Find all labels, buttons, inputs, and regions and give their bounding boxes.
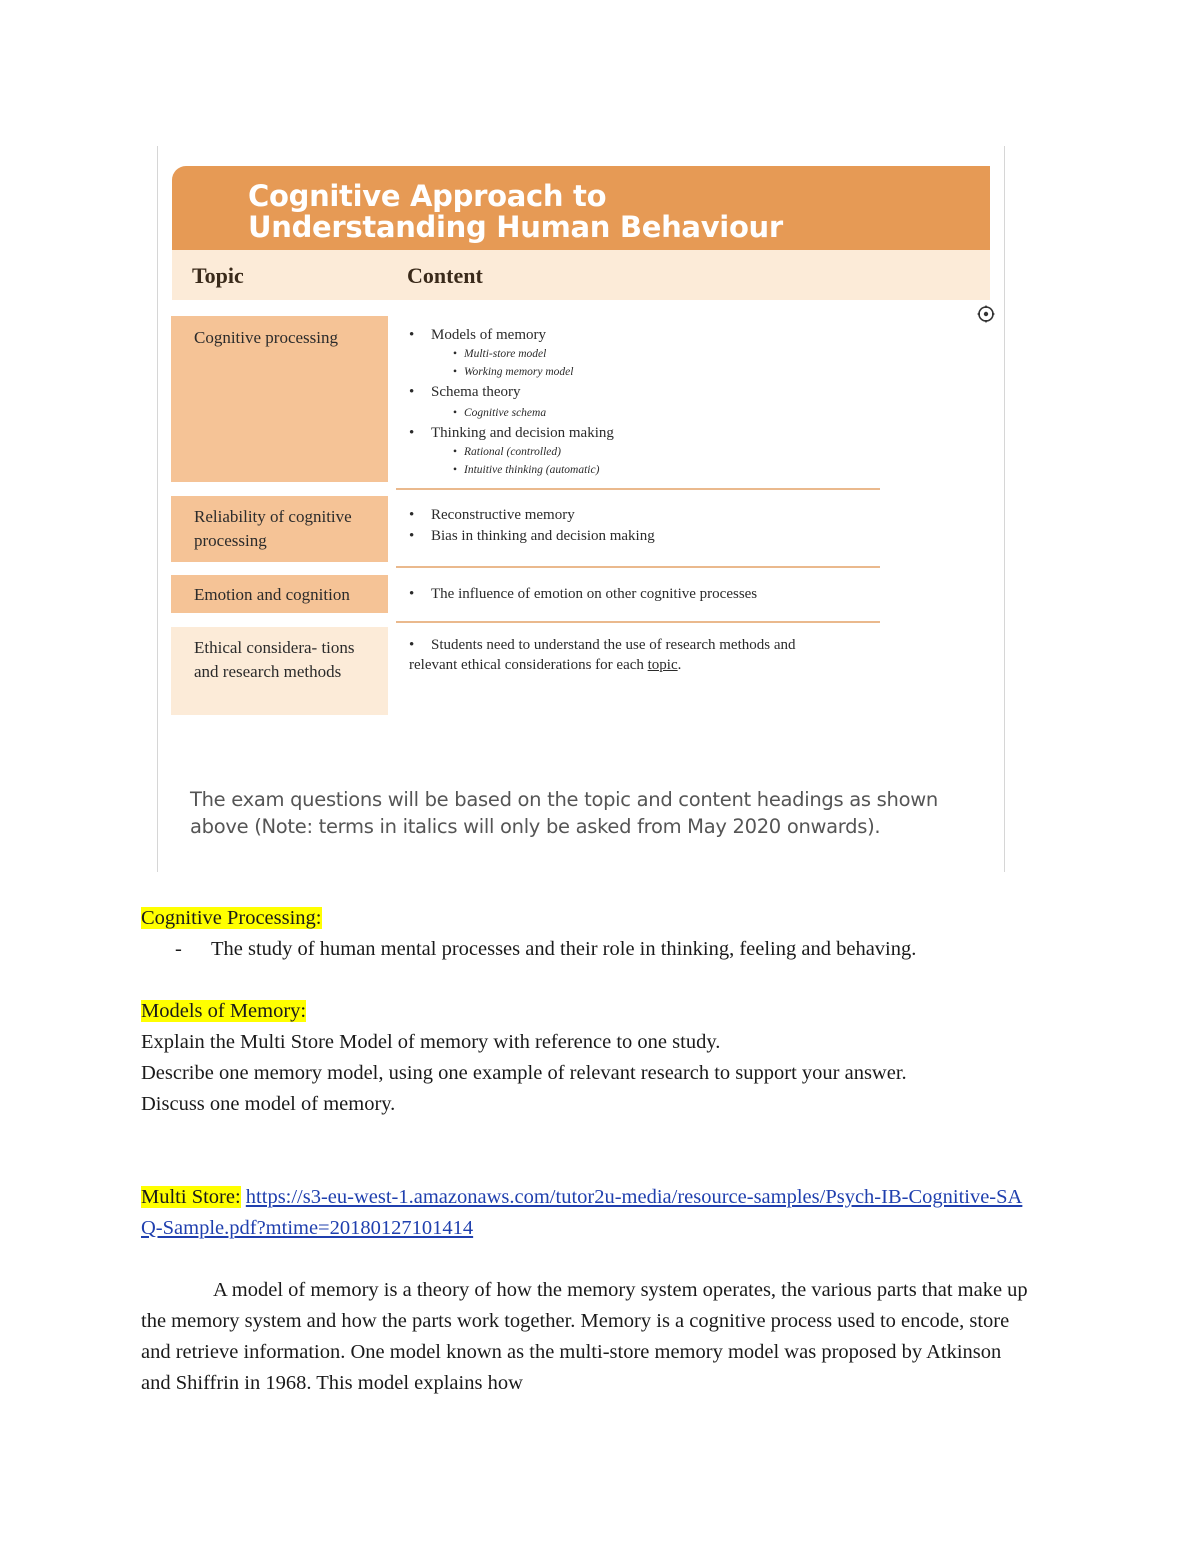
definition-text: The study of human mental processes and their role in thinking, feeling and behaving. bbox=[211, 938, 917, 960]
question-text: Describe one memory model, using one example of relevant research to support your answer. bbox=[141, 1062, 907, 1084]
banner-title-line-1: Cognitive Approach to bbox=[248, 179, 607, 213]
table-header-row bbox=[172, 250, 990, 300]
list-item-continuation bbox=[396, 655, 880, 675]
header-topic: Topic bbox=[192, 263, 244, 288]
body-paragraph bbox=[141, 1275, 1031, 1399]
list-item: • Rational (controlled) bbox=[396, 443, 880, 461]
definition-item bbox=[175, 934, 916, 965]
paragraph-text: A model of memory is a theory of how the memory system operates, the various parts that make up the memory system and how the parts work together. Memory is a cognitive process used to encode, store and retrieve information. One model known as the multi-store memory model was proposed by Atkinson and Shiffrin in 1968. This model explains how bbox=[141, 1279, 1028, 1394]
highlighted-heading: Cognitive Processing: bbox=[141, 907, 322, 929]
reference-link[interactable]: https://s3-eu-west-1.amazonaws.com/tutor2u-media/resource-samples/Psych-IB-Cognitive-SAQ-Sample.pdf?mtime=20180127101414 bbox=[141, 1186, 1023, 1239]
text: . bbox=[677, 657, 682, 673]
highlighted-heading: Models of Memory: bbox=[141, 1000, 307, 1022]
figure-banner bbox=[172, 166, 990, 250]
section-heading bbox=[141, 903, 322, 934]
content-cell bbox=[396, 326, 880, 479]
question-list bbox=[141, 1027, 1021, 1120]
list-item: • Reconstructive memory bbox=[396, 506, 880, 525]
banner-title-line-2: Understanding Human Behaviour bbox=[248, 210, 783, 244]
list-item: • Schema theory bbox=[396, 383, 880, 402]
list-item: • Working memory model bbox=[396, 363, 880, 381]
topic-cell: Reliability of cognitive processing bbox=[171, 496, 388, 562]
list-item: • Bias in thinking and decision making bbox=[396, 527, 880, 546]
question-text: Discuss one model of memory. bbox=[141, 1093, 396, 1115]
list-item: • Cognitive schema bbox=[396, 404, 880, 422]
row-divider bbox=[396, 566, 880, 568]
question-text: Explain the Multi Store Model of memory with reference to one study. bbox=[141, 1031, 721, 1053]
row-divider bbox=[396, 488, 880, 490]
highlighted-heading: Multi Store: bbox=[141, 1186, 241, 1208]
list-item: • Students need to understand the use of research methods and bbox=[396, 636, 880, 655]
section-heading bbox=[141, 996, 306, 1027]
list-item: • Intuitive thinking (automatic) bbox=[396, 461, 880, 479]
syllabus-figure bbox=[157, 146, 1005, 872]
header-content: Content bbox=[407, 263, 483, 288]
list-item: • Thinking and decision making bbox=[396, 424, 880, 443]
content-cell bbox=[396, 636, 880, 675]
topic-link: topic bbox=[647, 657, 678, 673]
list-item: • Models of memory bbox=[396, 326, 880, 345]
content-cell bbox=[396, 585, 880, 604]
topic-cell: Cognitive processing bbox=[171, 316, 388, 482]
exam-note: The exam questions will be based on the topic and content headings as shown above (Note: terms in italics will only be asked from May 2020 onwards). bbox=[190, 788, 938, 838]
dash-bullet: - bbox=[175, 938, 182, 960]
move-handle-icon[interactable] bbox=[976, 304, 996, 324]
list-item: • The influence of emotion on other cognitive processes bbox=[396, 585, 880, 604]
topic-cell: Ethical considera- tions and research methods bbox=[171, 627, 388, 715]
multi-store-reference bbox=[141, 1182, 1031, 1244]
list-item: • Multi-store model bbox=[396, 345, 880, 363]
text: relevant ethical considerations for each bbox=[409, 657, 648, 673]
topic-cell: Emotion and cognition bbox=[171, 575, 388, 613]
content-cell bbox=[396, 506, 880, 546]
row-divider bbox=[396, 621, 880, 623]
